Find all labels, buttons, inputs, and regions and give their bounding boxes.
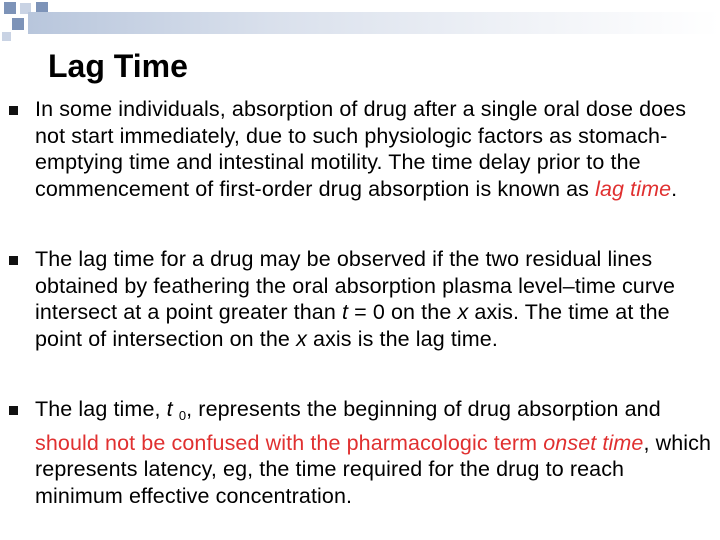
slide-title: Lag Time [48,48,188,84]
variable-t: t [166,397,173,421]
text-run: . [671,176,678,201]
text-run: axis. The time at the point of intersection on the [35,300,670,351]
text-run: The lag time for a drug may be observed if the two residual lines obtained by feathering the oral absorption plasma level–time curve intersect at a point greater than [35,247,676,324]
square-bullet-icon [9,406,18,415]
highlighted-text: should not be confused with the pharmacologic term [35,430,544,455]
variable-t: t [341,300,349,324]
bullet-text [35,246,715,352]
bullet-text [35,96,715,202]
text-run: = 0 on the [348,300,458,324]
text-run: The lag time, [35,397,167,421]
square-bullet-icon [9,256,18,265]
text-run: axis is the lag time. [306,326,498,351]
text-run: , represents the beginning of drug absorption and [186,397,661,421]
emphasis-term: lag time [595,176,672,201]
text-run: , which represents latency, eg, the time required for the drug to reach minimum effective concentration. [35,430,712,508]
variable-x: x [457,300,469,324]
text-run: In some individuals, absorption of drug after a single oral dose does not start immediately, due to such physiologic factors as stomach-emptying time and intestinal motility. The time delay prior to the commencement of first-order drug absorption is known as [35,97,687,201]
subscript-zero: 0 [178,408,187,423]
bullet-text [35,396,715,509]
variable-x: x [296,326,307,351]
square-bullet-icon [9,106,18,115]
emphasis-term: onset time [543,430,644,455]
